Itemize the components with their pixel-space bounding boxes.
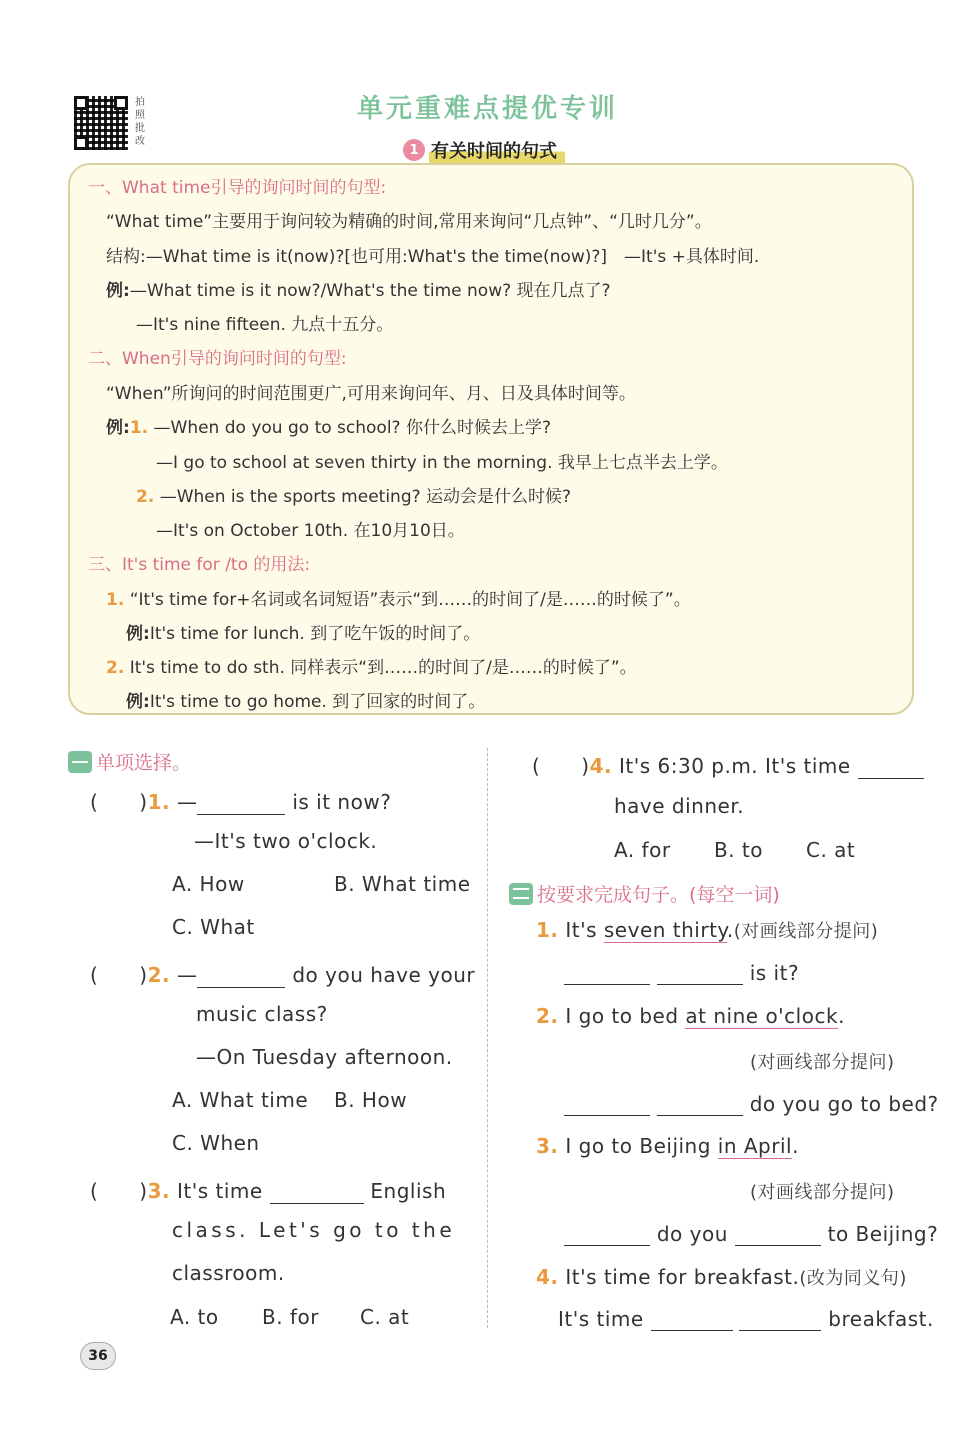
answer-blank[interactable] [739, 1330, 821, 1331]
example-label: 例: [106, 418, 130, 438]
question-text: I go to bed [565, 1004, 686, 1028]
option-a[interactable]: A. to [170, 1305, 219, 1329]
option-a[interactable]: A. How [172, 872, 245, 896]
answer-text: to Beijing? [827, 1222, 939, 1246]
section-two-icon [509, 883, 533, 905]
period: . [792, 1134, 799, 1158]
grammar-rule [106, 653, 637, 678]
answer-line-4 [558, 1307, 934, 1331]
example-text: —What time is it now?/What's the time now? 现在几点了? [129, 281, 611, 301]
underlined-part: seven thirty [603, 918, 727, 942]
option-b[interactable]: B. What time [334, 872, 471, 896]
instruction-hint: (对画线部分提问) [750, 1052, 895, 1073]
example-text: —When is the sports meeting? 运动会是什么时候? [159, 487, 572, 507]
option-c[interactable]: C. at [360, 1305, 410, 1329]
answer-text: is it? [749, 961, 800, 985]
question-number: 4. [536, 1265, 559, 1289]
answer-blank[interactable] [651, 1330, 733, 1331]
subtitle-text: 有关时间的句式 [429, 137, 565, 163]
question-text: It's 6:30 p.m. It's time [618, 754, 851, 778]
section2-title: 按要求完成句子。(每空一词) [537, 884, 780, 906]
grammar-heading-1: 一、What time引导的询问时间的句型: [88, 178, 387, 198]
rule-number: 2. [106, 658, 125, 678]
page-number: 36 [80, 1342, 116, 1370]
question-number: 1. [147, 790, 171, 814]
answer-text: It's time [558, 1307, 644, 1331]
grammar-heading-3: 三、It's time for /to 的用法: [88, 555, 311, 575]
grammar-example [126, 619, 480, 644]
answer-blank[interactable] [735, 1245, 821, 1246]
grammar-heading-2: 二、When引导的询问时间的句型: [88, 349, 347, 369]
example-number: 2. [136, 487, 155, 507]
option-c[interactable]: C. What [172, 915, 255, 939]
period: . [838, 1004, 845, 1028]
option-b[interactable]: B. How [334, 1088, 408, 1112]
instruction-hint: (改为同义句) [799, 1268, 907, 1289]
mc-answer-line: —It's two o'clock. [194, 829, 378, 853]
mc-question-4 [532, 750, 924, 779]
option-a[interactable]: A. What time [172, 1088, 309, 1112]
underlined-part: in April [717, 1134, 793, 1158]
page-title: 单元重难点提优专训 [356, 94, 618, 124]
qr-caption: 拍照批改 [135, 97, 145, 147]
grammar-line: —It's nine fifteen. 九点十五分。 [136, 315, 394, 335]
grammar-example [106, 413, 551, 438]
underlined-part: at nine o'clock [685, 1004, 839, 1028]
question-text-cont: music class? [196, 1002, 328, 1026]
answer-line-3 [564, 1222, 938, 1246]
period: . [726, 918, 734, 942]
subtitle-number-badge: 1 [403, 139, 425, 161]
column-divider [487, 748, 488, 1328]
section1-heading [68, 748, 191, 775]
question-number: 1. [536, 918, 559, 942]
question-text: It's [565, 918, 604, 942]
grammar-line: “What time”主要用于询问较为精确的时间,常用来询问“几点钟”、“几时几分”。 [106, 212, 712, 232]
question-text-cont: classroom. [172, 1261, 285, 1285]
dash: — [176, 963, 198, 987]
example-text: —When do you go to school? 你什么时候去上学? [153, 418, 551, 438]
option-b[interactable]: B. for [262, 1305, 319, 1329]
example-label: 例: [126, 624, 150, 644]
qr-corner [74, 136, 88, 150]
rewrite-question-4 [536, 1264, 907, 1290]
question-number: 2. [147, 963, 171, 987]
mc-question-2 [90, 959, 475, 988]
grammar-example [106, 276, 611, 301]
question-number: 3. [147, 1179, 171, 1203]
option-c[interactable]: C. When [172, 1131, 260, 1155]
question-number: 2. [536, 1004, 559, 1028]
option-a[interactable]: A. for [614, 838, 671, 862]
answer-blank[interactable] [564, 1115, 650, 1116]
answer-blank[interactable] [197, 987, 285, 988]
rule-text: It's time to do sth. 同样表示“到……的时间了/是……的时候了”。 [129, 658, 637, 678]
rewrite-question-3 [536, 1134, 799, 1158]
section-one-icon [68, 751, 92, 773]
answer-text: do you [656, 1222, 728, 1246]
answer-blank[interactable] [564, 984, 650, 985]
answer-blank[interactable] [657, 1115, 743, 1116]
grammar-line: —It's on October 10th. 在10月10日。 [156, 521, 465, 541]
grammar-line: —I go to school at seven thirty in the morning. 我早上七点半去上学。 [156, 453, 728, 473]
mc-answer-line: —On Tuesday afternoon. [196, 1045, 453, 1069]
answer-text: breakfast. [828, 1307, 934, 1331]
answer-blank[interactable] [858, 778, 924, 779]
rewrite-question-2 [536, 1004, 845, 1028]
answer-blank[interactable] [657, 984, 743, 985]
answer-line-2 [564, 1092, 939, 1116]
answer-blank[interactable] [270, 1203, 364, 1204]
option-b[interactable]: B. to [714, 838, 764, 862]
question-text-cont: class. Let's go to the [172, 1218, 456, 1242]
answer-blank[interactable] [564, 1245, 650, 1246]
section-subtitle [403, 136, 565, 164]
question-text-cont: have dinner. [614, 794, 745, 818]
question-number: 4. [589, 754, 613, 778]
answer-paren[interactable]: ( ) [90, 1179, 148, 1203]
question-text: English [370, 1179, 447, 1203]
answer-paren[interactable]: ( ) [532, 754, 590, 778]
section1-title: 单项选择。 [96, 752, 192, 774]
question-text: It's time [176, 1179, 263, 1203]
rule-number: 1. [106, 590, 125, 610]
answer-paren[interactable]: ( ) [90, 963, 148, 987]
answer-blank[interactable] [197, 814, 285, 815]
section2-heading [509, 880, 780, 907]
dash: — [176, 790, 198, 814]
grammar-example [136, 482, 571, 507]
example-label: 例: [106, 281, 130, 301]
example-text: It's time to go home. 到了回家的时间了。 [149, 692, 486, 712]
option-c[interactable]: C. at [806, 838, 856, 862]
question-text: is it now? [292, 790, 392, 814]
answer-text: do you go to bed? [749, 1092, 939, 1116]
answer-line-1 [564, 961, 799, 985]
example-text: It's time for lunch. 到了吃午饭的时间了。 [149, 624, 481, 644]
grammar-notes-box [68, 163, 914, 715]
question-text: do you have your [292, 963, 476, 987]
rewrite-question-1 [536, 917, 878, 943]
grammar-example [126, 687, 485, 712]
grammar-line: “When”所询问的时间范围更广,可用来询问年、月、日及具体时间等。 [106, 384, 636, 404]
instruction-hint: (对画线部分提问) [750, 1182, 895, 1203]
answer-paren[interactable]: ( ) [90, 790, 148, 814]
question-text: It's time for breakfast. [565, 1265, 800, 1289]
question-number: 3. [536, 1134, 559, 1158]
grammar-line: 结构:—What time is it(now)?[也可用:What's the time(now)?] —It's +具体时间. [106, 247, 760, 267]
example-number: 1. [129, 418, 149, 438]
rule-text: “It's time for+名词或名词短语”表示“到……的时间了/是……的时候了”。 [129, 590, 691, 610]
mc-question-3 [90, 1175, 446, 1204]
mc-question-1 [90, 786, 391, 815]
example-label: 例: [126, 692, 150, 712]
grammar-rule [106, 585, 691, 610]
question-text: I go to Beijing [565, 1134, 718, 1158]
instruction-hint: (对画线部分提问) [733, 921, 879, 942]
